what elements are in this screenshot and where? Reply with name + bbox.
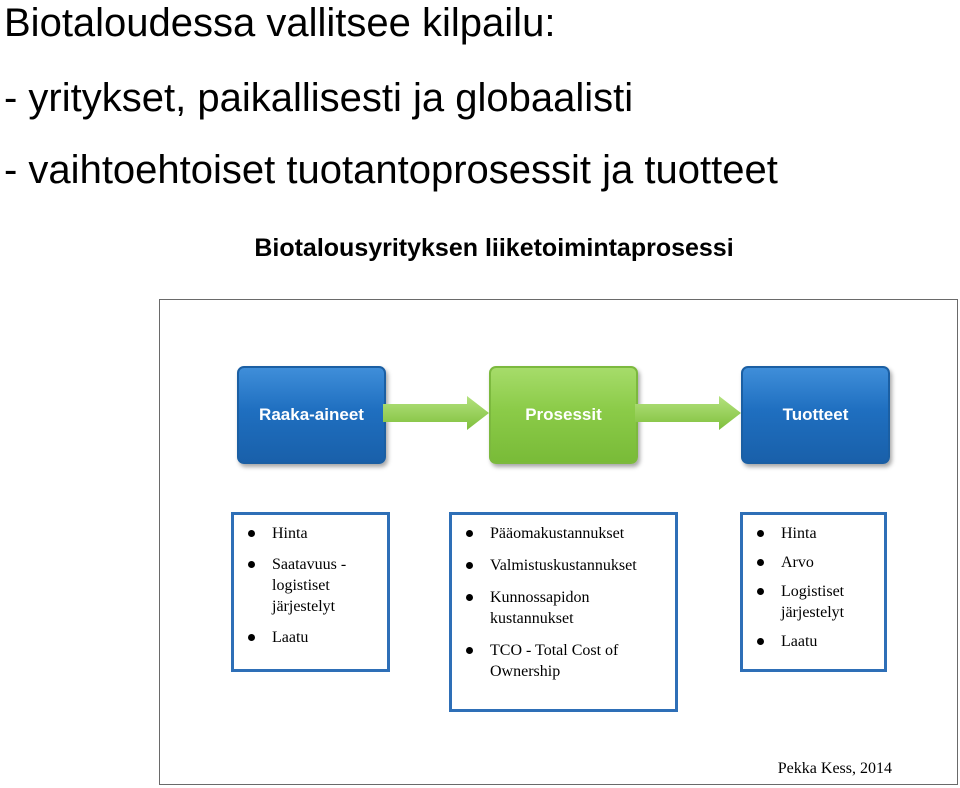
list-item-label: Laatu bbox=[272, 629, 309, 646]
list-item-label: Valmistuskustannukset bbox=[490, 557, 637, 574]
list-item bbox=[753, 631, 874, 652]
flow-arrow-icon bbox=[635, 396, 741, 430]
bullet-icon bbox=[757, 530, 764, 537]
list-item bbox=[753, 523, 874, 544]
bullet-icon bbox=[248, 530, 255, 537]
list-item bbox=[462, 555, 665, 576]
list-item-label: Laatu bbox=[781, 633, 818, 650]
bullet-line-alternatives: - vaihtoehtoiset tuotantoprosessit ja tuotteet bbox=[4, 148, 778, 192]
list-item-label: Arvo bbox=[781, 554, 814, 571]
list-item-label: Saatavuus - logistiset järjestelyt bbox=[272, 556, 347, 615]
list-item-label: Logistiset järjestelyt bbox=[781, 583, 845, 621]
list-item bbox=[244, 554, 377, 617]
bullet-icon bbox=[466, 562, 473, 569]
bullet-line-companies: - yritykset, paikallisesti ja globaalisti bbox=[4, 76, 634, 120]
flow-arrow-icon bbox=[383, 396, 489, 430]
list-item-label: TCO - Total Cost of Ownership bbox=[490, 642, 619, 680]
raw-materials-criteria-box bbox=[231, 512, 390, 672]
bullet-icon bbox=[466, 647, 473, 654]
bullet-icon bbox=[466, 530, 473, 537]
list-item bbox=[244, 523, 377, 544]
diagram-subtitle: Biotalousyrityksen liiketoimintaprosessi bbox=[254, 234, 734, 262]
process-costs-box bbox=[449, 512, 678, 712]
list-item bbox=[462, 640, 665, 682]
stage-label: Tuotteet bbox=[782, 405, 849, 424]
stage-label: Raaka-aineet bbox=[259, 405, 364, 424]
list-item bbox=[462, 587, 665, 629]
bullet-icon bbox=[757, 588, 764, 595]
stage-label: Prosessit bbox=[525, 405, 602, 424]
bullet-icon bbox=[248, 634, 255, 641]
bullet-icon bbox=[757, 559, 764, 566]
list-item bbox=[244, 627, 377, 648]
list-item-label: Kunnossapidon kustannukset bbox=[490, 589, 590, 627]
author-credit: Pekka Kess, 2014 bbox=[777, 760, 892, 777]
bullet-icon bbox=[757, 638, 764, 645]
bullet-icon bbox=[248, 561, 255, 568]
slide-title: Biotaloudessa vallitsee kilpailu: bbox=[4, 1, 556, 45]
stage-raw-materials bbox=[237, 366, 386, 464]
list-item-label: Pääomakustannukset bbox=[490, 525, 625, 542]
stage-process bbox=[489, 366, 638, 464]
process-diagram bbox=[159, 299, 958, 785]
list-item-label: Hinta bbox=[272, 525, 308, 542]
list-item-label: Hinta bbox=[781, 525, 817, 542]
products-criteria-box bbox=[740, 512, 887, 672]
list-item bbox=[753, 581, 874, 623]
stage-products bbox=[741, 366, 890, 464]
bullet-icon bbox=[466, 594, 473, 601]
list-item bbox=[753, 552, 874, 573]
list-item bbox=[462, 523, 665, 544]
